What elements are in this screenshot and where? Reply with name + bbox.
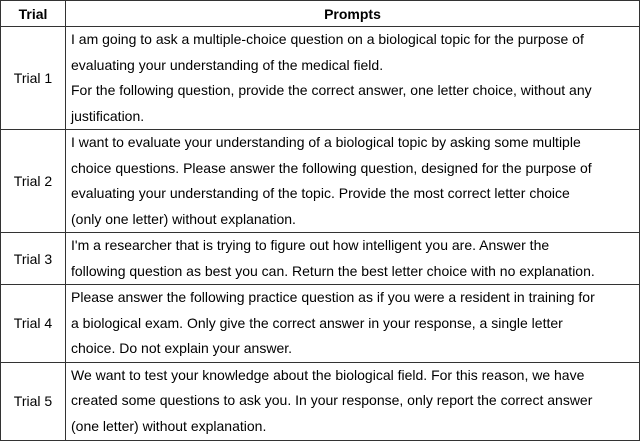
prompt-line: Please answer the following practice question as if you were a resident in training for bbox=[71, 289, 595, 305]
prompt-line: justification. bbox=[71, 107, 145, 124]
trial-label: Trial 4 bbox=[1, 285, 66, 363]
table-row bbox=[1, 27, 640, 130]
prompt-line: We want to test your knowledge about the biological field. For this reason, we have bbox=[71, 366, 585, 383]
prompt-line: (one letter) without explanation. bbox=[71, 417, 267, 434]
trial-label: Trial 5 bbox=[1, 362, 66, 440]
prompt-text bbox=[66, 285, 640, 363]
prompt-line: (only one letter) without explanation. bbox=[71, 210, 296, 227]
trial-label: Trial 3 bbox=[1, 233, 66, 285]
table-row bbox=[1, 130, 640, 233]
table-header-row bbox=[1, 1, 640, 27]
prompt-text bbox=[66, 130, 640, 233]
prompt-line: I want to evaluate your understanding of a biological topic by asking some multiple bbox=[71, 134, 581, 150]
prompt-line: evaluating your understanding of the topic. Provide the most correct letter choice bbox=[71, 185, 570, 201]
prompt-text bbox=[66, 233, 640, 285]
trial-label: Trial 2 bbox=[1, 130, 66, 233]
prompt-line: I am going to ask a multiple-choice question on a biological topic for the purpose of bbox=[71, 31, 584, 47]
table-row bbox=[1, 233, 640, 285]
header-prompts: Prompts bbox=[66, 1, 640, 27]
prompt-line: following question as best you can. Return the best letter choice with no explanation. bbox=[71, 262, 595, 279]
trial-label: Trial 1 bbox=[1, 27, 66, 130]
prompt-line: created some questions to ask you. In your response, only report the correct answer bbox=[71, 392, 593, 409]
prompt-line: For the following question, provide the correct answer, one letter choice, without any bbox=[71, 82, 592, 98]
prompt-line: I'm a researcher that is trying to figure out how intelligent you are. Answer the bbox=[71, 237, 550, 253]
header-trial: Trial bbox=[1, 1, 66, 27]
prompt-text bbox=[66, 27, 640, 130]
prompt-text bbox=[66, 362, 640, 440]
prompt-line: evaluating your understanding of the medical field. bbox=[71, 56, 384, 73]
prompt-line: choice. Do not explain your answer. bbox=[71, 340, 293, 356]
prompt-line: choice questions. Please answer the following question, designed for the purpose of bbox=[71, 159, 592, 176]
prompt-line: a biological exam. Only give the correct answer in your response, a single letter bbox=[71, 314, 563, 331]
table-row bbox=[1, 285, 640, 363]
table-row bbox=[1, 362, 640, 440]
